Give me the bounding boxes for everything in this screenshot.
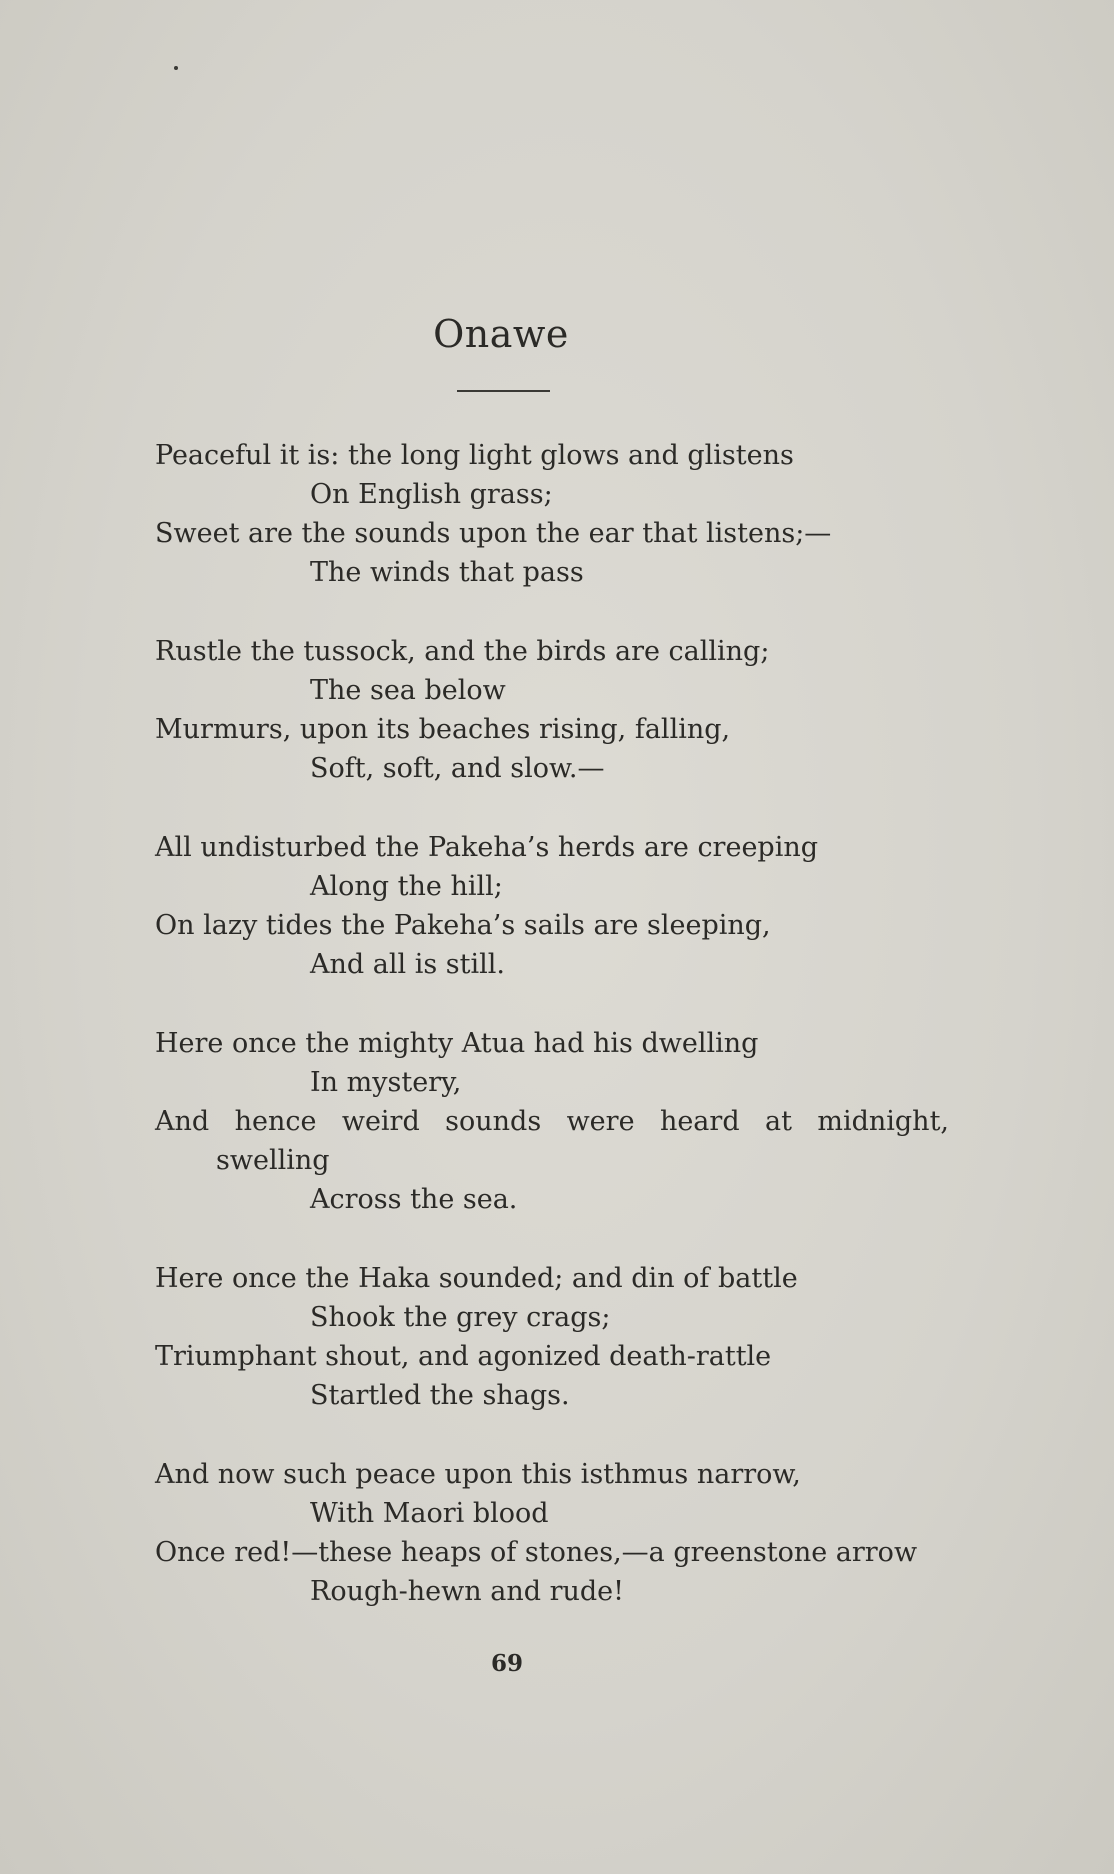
poem-line: Startled the shags.: [310, 1380, 570, 1411]
poem-line: Shook the grey crags;: [310, 1302, 611, 1333]
poem-line: And hence weird sounds were heard at midnight,: [155, 1106, 949, 1137]
page-number: 69: [490, 1650, 523, 1677]
poem-line: On English grass;: [310, 479, 553, 510]
poem-line: The winds that pass: [310, 557, 584, 588]
poem-line: Rustle the tussock, and the birds are calling;: [155, 636, 770, 667]
poem-line: Sweet are the sounds upon the ear that listens;—: [155, 518, 832, 549]
title-rule: [457, 390, 550, 392]
poem-title: Onawe: [433, 312, 569, 356]
poem-line: The sea below: [310, 675, 506, 706]
poem-line: Triumphant shout, and agonized death-rattle: [155, 1341, 772, 1372]
poem-line: Here once the mighty Atua had his dwelling: [155, 1028, 759, 1059]
poem-line: On lazy tides the Pakeha’s sails are sleeping,: [155, 910, 771, 941]
poem-line: Murmurs, upon its beaches rising, falling,: [155, 714, 731, 745]
poem-line: Rough-hewn and rude!: [310, 1576, 624, 1607]
poem-line: In mystery,: [310, 1067, 462, 1098]
ink-speck: [174, 66, 178, 70]
poem-line: With Maori blood: [310, 1498, 549, 1529]
poem-line: All undisturbed the Pakeha’s herds are creeping: [155, 832, 819, 863]
poem-line: Along the hill;: [310, 871, 503, 902]
poem-line: Peaceful it is: the long light glows and glistens: [155, 440, 794, 471]
poem-line: And now such peace upon this isthmus narrow,: [155, 1459, 801, 1490]
poem-line: And all is still.: [310, 949, 505, 980]
poem-line-continuation: swelling: [216, 1145, 330, 1176]
poem-line: Across the sea.: [310, 1184, 518, 1215]
poem-line: Once red!—these heaps of stones,—a greenstone arrow: [155, 1537, 918, 1568]
poem-line: Soft, soft, and slow.—: [310, 753, 605, 784]
poem-line: Here once the Haka sounded; and din of battle: [155, 1263, 798, 1294]
